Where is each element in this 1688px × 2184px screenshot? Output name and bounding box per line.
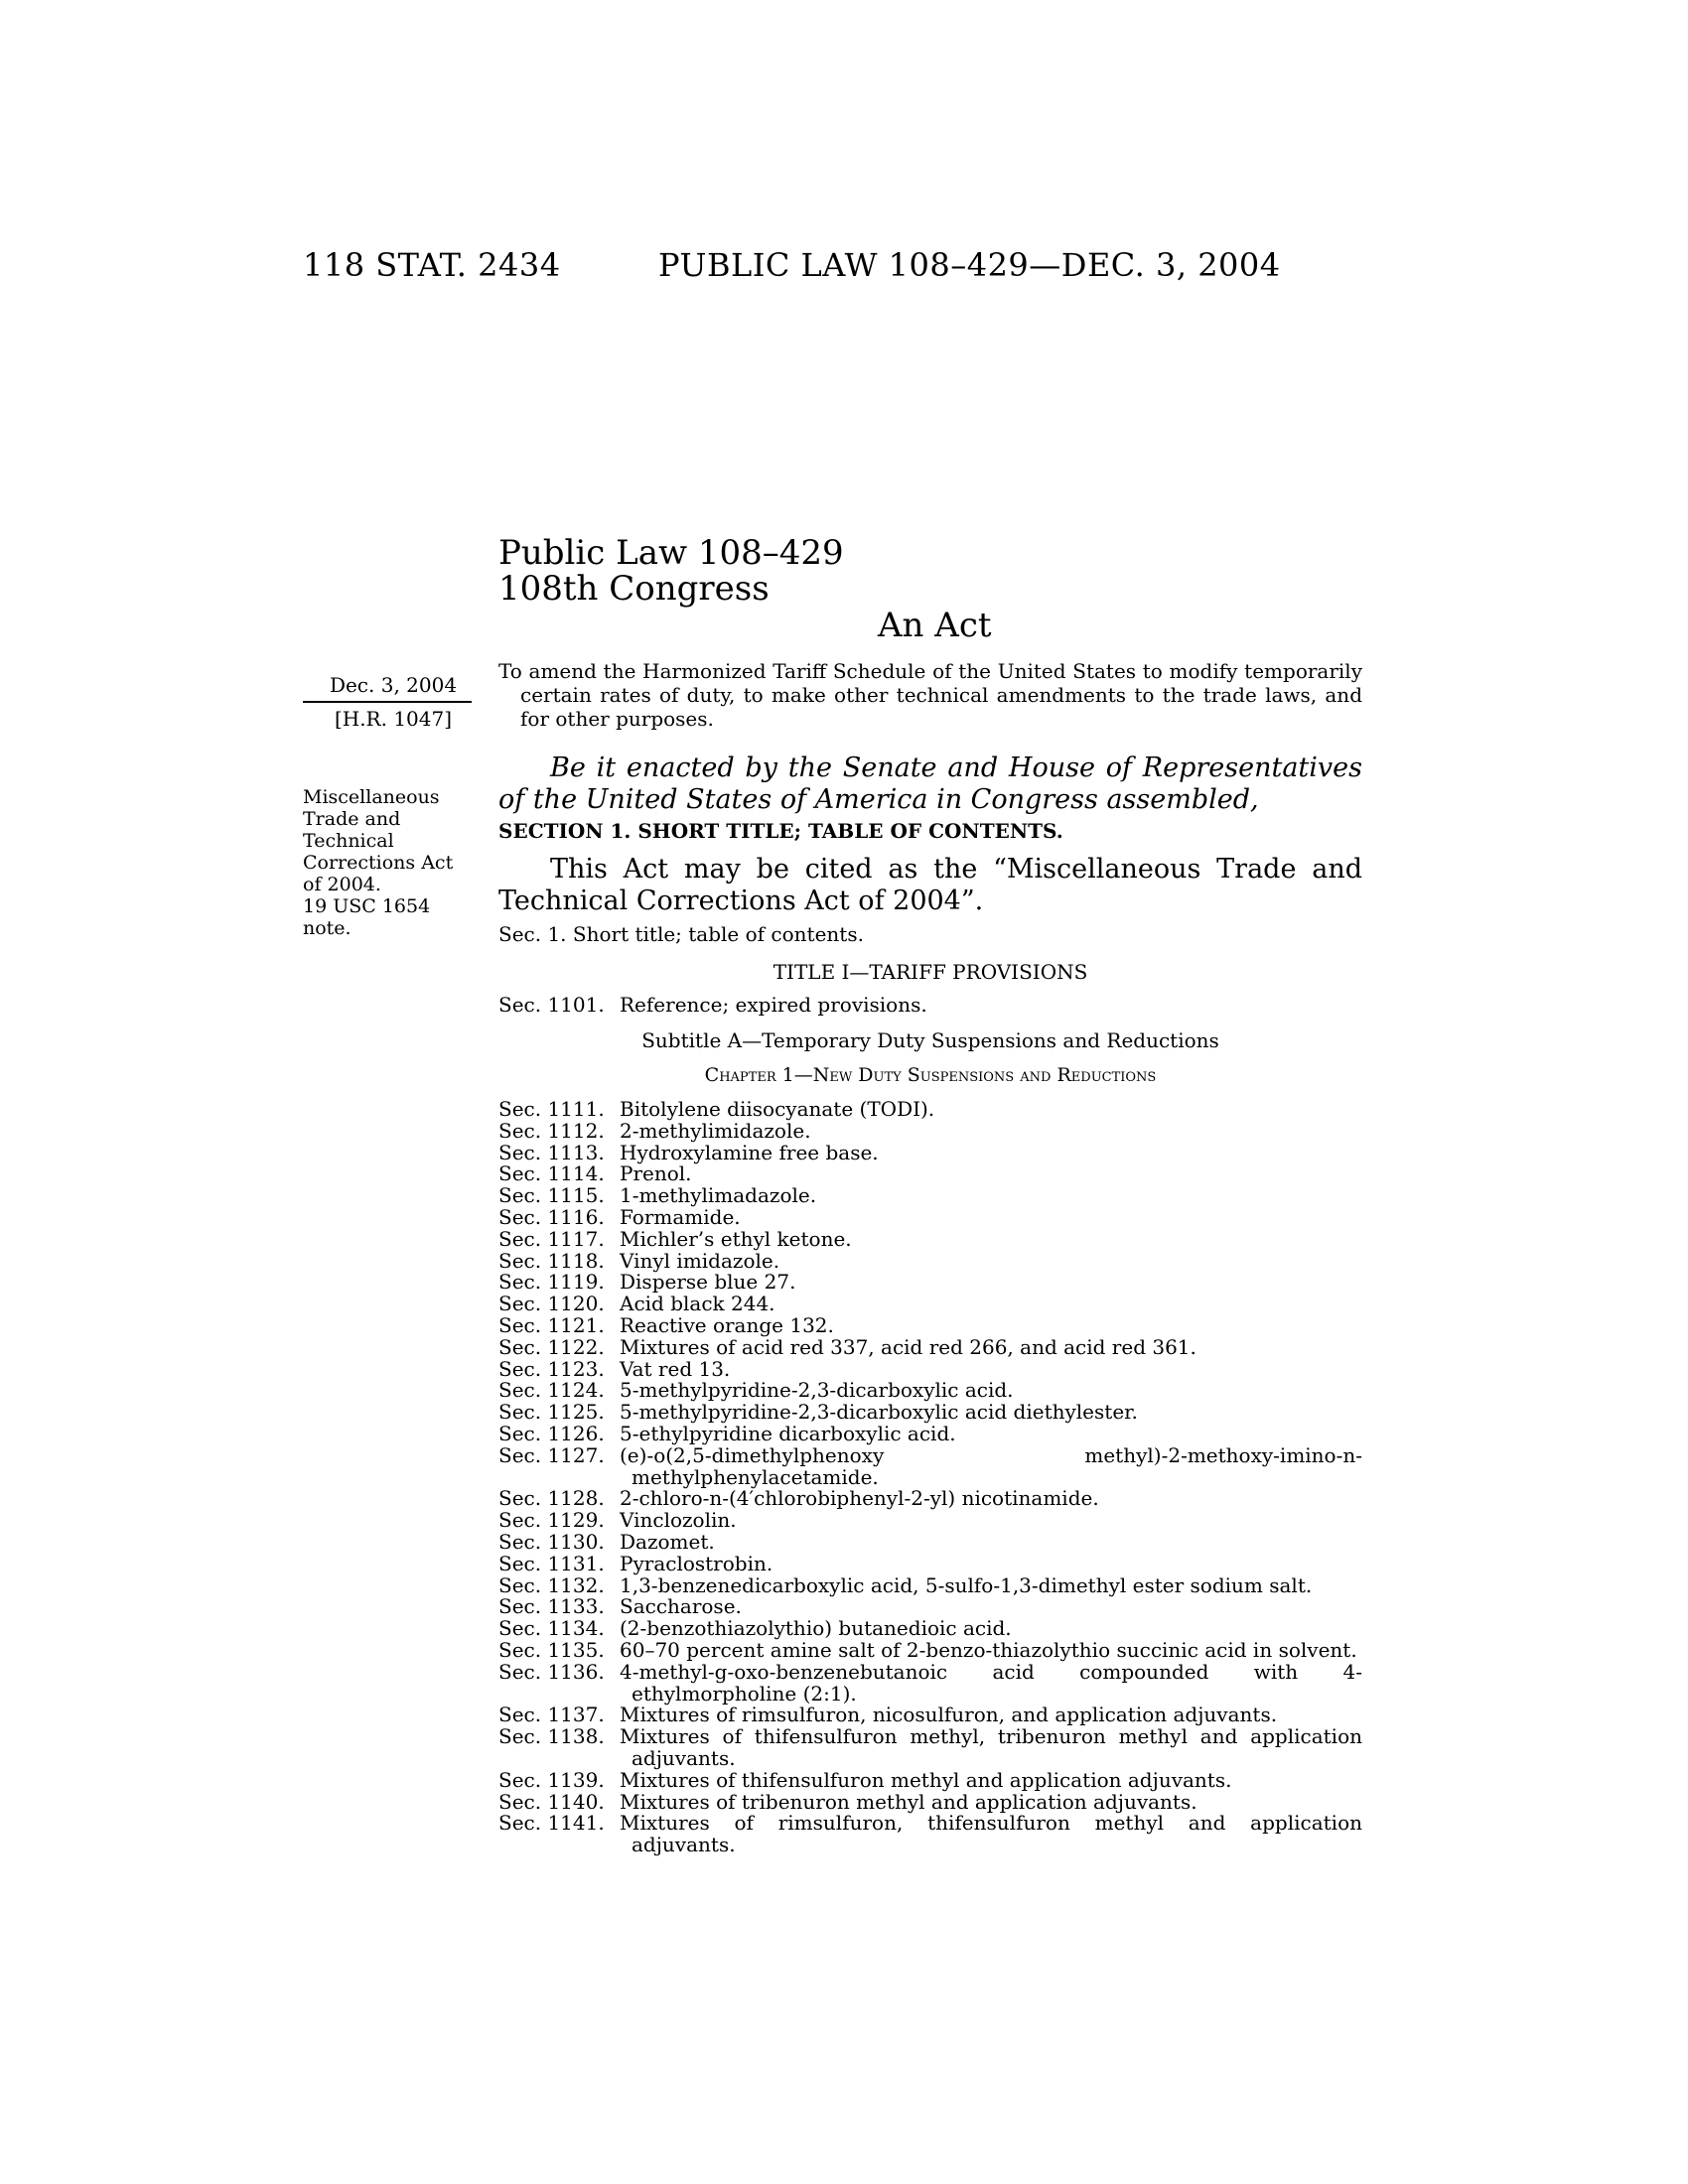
toc-sec-title: 5-ethylpyridine dicarboxylic acid. bbox=[620, 1421, 956, 1445]
running-head: PUBLIC LAW 108–429—DEC. 3, 2004 bbox=[658, 246, 1281, 284]
toc-sec-number: Sec. 1123. bbox=[498, 1356, 605, 1381]
toc-sec-title: 5-methylpyridine-2,3-dicarboxylic acid diethylester. bbox=[620, 1400, 1138, 1425]
congress: 108th Congress bbox=[498, 569, 770, 609]
toc-sec-title: Mixtures of tribenuron methyl and application adjuvants. bbox=[620, 1789, 1197, 1814]
toc-sec-title: Mixtures of acid red 337, acid red 266, and acid red 361. bbox=[620, 1334, 1196, 1359]
toc-sec-number: Sec. 1124. bbox=[498, 1378, 605, 1403]
toc-sec-number: Sec. 1126. bbox=[498, 1421, 605, 1445]
toc-entry bbox=[498, 1204, 1362, 1229]
an-act-heading: An Act bbox=[878, 606, 992, 645]
toc-entry bbox=[498, 1380, 1362, 1402]
toc-entry bbox=[498, 1488, 1362, 1510]
law-number: Public Law 108–429 bbox=[498, 533, 844, 573]
sidebar-note-line: note. bbox=[303, 917, 352, 939]
toc-entry bbox=[498, 1813, 1362, 1856]
toc-sec-number: Sec. 1137. bbox=[498, 1703, 605, 1727]
toc-sec-title: Acid black 244. bbox=[620, 1292, 775, 1316]
toc-sec-title: Hydroxylamine free base. bbox=[620, 1140, 879, 1164]
section-heading: SECTION 1. SHORT TITLE; TABLE OF CONTENTS. bbox=[498, 819, 1063, 843]
toc-entry bbox=[498, 1659, 1362, 1706]
toc-sec-number: Sec. 1133. bbox=[498, 1594, 605, 1619]
toc-sec-title: (e)-o(2,5-dimethylphenoxy methyl)-2-methoxy-imino-n-methylphenylacetamide. bbox=[620, 1442, 1362, 1489]
toc-sec-title: 5-methylpyridine-2,3-dicarboxylic acid. bbox=[620, 1378, 1014, 1403]
toc-sec-title: Michler’s ethyl ketone. bbox=[620, 1226, 852, 1251]
sidebar-note bbox=[303, 786, 462, 939]
toc-entry bbox=[498, 1529, 1362, 1554]
toc-sec-title: Bitolylene diisocyanate (TODI). bbox=[620, 1097, 935, 1121]
enacting-clause: Be it enacted by the Senate and House of Representatives of the United States of America in Congress assembled, bbox=[498, 752, 1362, 815]
sidebar-note-line: 19 USC 1654 bbox=[303, 895, 431, 917]
toc-sec-number: Sec. 1119. bbox=[498, 1270, 605, 1295]
toc-sec-number: Sec. 1141. bbox=[498, 1811, 605, 1836]
toc-entry bbox=[498, 1510, 1362, 1532]
toc-sec-number: Sec. 1128. bbox=[498, 1486, 605, 1511]
toc-sec-number: Sec. 1113. bbox=[498, 1140, 605, 1164]
toc-sec-number: Sec. 1118. bbox=[498, 1248, 605, 1273]
toc-sec-title: Prenol. bbox=[620, 1161, 692, 1186]
toc-entry bbox=[498, 1789, 1362, 1814]
toc-sec-title: Pyraclostrobin. bbox=[620, 1551, 774, 1575]
toc-entry bbox=[498, 1334, 1362, 1359]
toc-entry bbox=[498, 1726, 1362, 1770]
toc-sec-title: Mixtures of thifensulfuron methyl and application adjuvants. bbox=[620, 1767, 1232, 1792]
toc-entry bbox=[498, 1572, 1362, 1597]
toc-sec-number: Sec. 1134. bbox=[498, 1616, 605, 1641]
toc-sec-title: Mixtures of rimsulfuron, nicosulfuron, and application adjuvants. bbox=[620, 1703, 1278, 1727]
toc-sec-number: Sec. 1120. bbox=[498, 1292, 605, 1316]
toc-title-heading: TITLE I—TARIFF PROVISIONS bbox=[773, 960, 1088, 984]
toc-entry bbox=[498, 1226, 1362, 1251]
toc-sec-title: Reactive orange 132. bbox=[620, 1312, 834, 1337]
purpose-clause: To amend the Harmonized Tariff Schedule of the United States to modify temporarily certain rates of duty, to make other technical amendments to the trade laws, and for other purposes. bbox=[498, 659, 1362, 731]
toc-sec-title: Dazomet. bbox=[620, 1529, 715, 1554]
toc-sec-number: Sec. 1122. bbox=[498, 1334, 605, 1359]
toc-entry bbox=[498, 1099, 1362, 1121]
toc-subtitle-heading: Subtitle A—Temporary Duty Suspensions and Reductions bbox=[641, 1028, 1219, 1052]
toc-sec-title: (2-benzothiazolythio) butanedioic acid. bbox=[620, 1616, 1012, 1641]
toc-entry bbox=[498, 1248, 1362, 1273]
toc-sec-number: Sec. 1130. bbox=[498, 1529, 605, 1554]
sidebar-note-line: Technical bbox=[303, 830, 394, 852]
toc-entry bbox=[498, 1767, 1362, 1792]
toc-sec-title: Saccharose. bbox=[620, 1594, 742, 1619]
toc-sec-title: Vat red 13. bbox=[620, 1356, 731, 1381]
toc-entry bbox=[498, 1442, 1362, 1489]
toc-entry bbox=[498, 1140, 1362, 1164]
toc-list bbox=[498, 1099, 1362, 1856]
toc-entry bbox=[498, 1163, 1362, 1185]
sidebar-bill-number: [H.R. 1047] bbox=[334, 707, 453, 731]
toc-entry bbox=[498, 1402, 1362, 1424]
toc-sec-number: Sec. 1117. bbox=[498, 1226, 605, 1251]
toc-sec-title: 4-methyl-g-oxo-benzenebutanoic acid compounded with 4-ethylmorpholine (2:1). bbox=[620, 1659, 1362, 1706]
toc-sec-number: Sec. 1112. bbox=[498, 1118, 605, 1143]
toc-sec-title: Mixtures of rimsulfuron, thifensulfuron methyl and application adjuvants. bbox=[620, 1811, 1362, 1857]
toc-sec-number: Sec. 1121. bbox=[498, 1312, 605, 1337]
toc-chapter-heading: Chapter 1—New Duty Suspensions and Reductions bbox=[704, 1064, 1157, 1086]
toc-entry bbox=[498, 1185, 1362, 1207]
toc-sec-title: Formamide. bbox=[620, 1204, 741, 1229]
toc-sec-title: Vinyl imidazole. bbox=[620, 1248, 780, 1273]
toc-entry bbox=[498, 1421, 1362, 1445]
toc-sec-number: Sec. 1111. bbox=[498, 1097, 605, 1121]
page-number: 118 STAT. 2434 bbox=[303, 246, 561, 284]
toc-sec-title: Vinclozolin. bbox=[620, 1508, 737, 1533]
toc-sec-number: Sec. 1115. bbox=[498, 1183, 605, 1208]
toc-sec-number: Sec. 1138. bbox=[498, 1724, 605, 1749]
toc-entry bbox=[498, 1294, 1362, 1315]
toc-sec-number: Sec. 1116. bbox=[498, 1204, 605, 1229]
toc-sec-number: Sec. 1135. bbox=[498, 1637, 605, 1662]
toc-sec-title: Disperse blue 27. bbox=[620, 1270, 796, 1295]
toc-sec-title: Reference; expired provisions. bbox=[620, 993, 927, 1017]
short-title-text: This Act may be cited as the “Miscellaneous Trade and Technical Corrections Act of 2004”. bbox=[498, 854, 1362, 916]
sidebar-note-line: Trade and bbox=[303, 808, 401, 830]
toc-sec-number: Sec. 1140. bbox=[498, 1789, 605, 1814]
toc-sec-number: Sec. 1127. bbox=[498, 1442, 605, 1467]
toc-sec-number: Sec. 1129. bbox=[498, 1508, 605, 1533]
toc-entry bbox=[498, 993, 1362, 1017]
sidebar-rule bbox=[303, 701, 472, 703]
toc-entry bbox=[498, 1551, 1362, 1575]
sidebar-note-line: Corrections Act bbox=[303, 852, 454, 874]
toc-entry-sec-1: Sec. 1. Short title; table of contents. bbox=[498, 922, 864, 946]
toc-entry bbox=[498, 1637, 1362, 1662]
sidebar-note-line: of 2004. bbox=[303, 874, 381, 895]
toc-sec-number: Sec. 1132. bbox=[498, 1572, 605, 1597]
toc-entry bbox=[498, 1118, 1362, 1143]
toc-entry bbox=[498, 1618, 1362, 1640]
sidebar-note-line: Miscellaneous bbox=[303, 786, 440, 808]
toc-entry bbox=[498, 1312, 1362, 1337]
toc-entry bbox=[498, 1596, 1362, 1618]
toc-sec-title: 1,3-benzenedicarboxylic acid, 5-sulfo-1,3-dimethyl ester sodium salt. bbox=[620, 1572, 1313, 1597]
toc-entry bbox=[498, 1272, 1362, 1294]
toc-entry bbox=[498, 1356, 1362, 1381]
toc-sec-title: 1-methylimadazole. bbox=[620, 1183, 817, 1208]
toc-entry bbox=[498, 1705, 1362, 1726]
toc-sec-title: 60–70 percent amine salt of 2-benzo-thiazolythio succinic acid in solvent. bbox=[620, 1637, 1357, 1662]
toc-sec-title: 2-chloro-n-(4′chlorobiphenyl-2-yl) nicotinamide. bbox=[620, 1486, 1099, 1511]
toc-sec-number: Sec. 1101. bbox=[498, 993, 605, 1017]
toc-sec-number: Sec. 1139. bbox=[498, 1767, 605, 1792]
sidebar-date: Dec. 3, 2004 bbox=[329, 673, 458, 697]
toc-sec-title: Mixtures of thifensulfuron methyl, tribenuron methyl and application adjuvants. bbox=[620, 1724, 1362, 1770]
toc-sec-number: Sec. 1125. bbox=[498, 1400, 605, 1425]
toc-sec-number: Sec. 1136. bbox=[498, 1659, 605, 1684]
toc-sec-number: Sec. 1131. bbox=[498, 1551, 605, 1575]
toc-sec-title: 2-methylimidazole. bbox=[620, 1118, 811, 1143]
toc-sec-number: Sec. 1114. bbox=[498, 1161, 605, 1186]
